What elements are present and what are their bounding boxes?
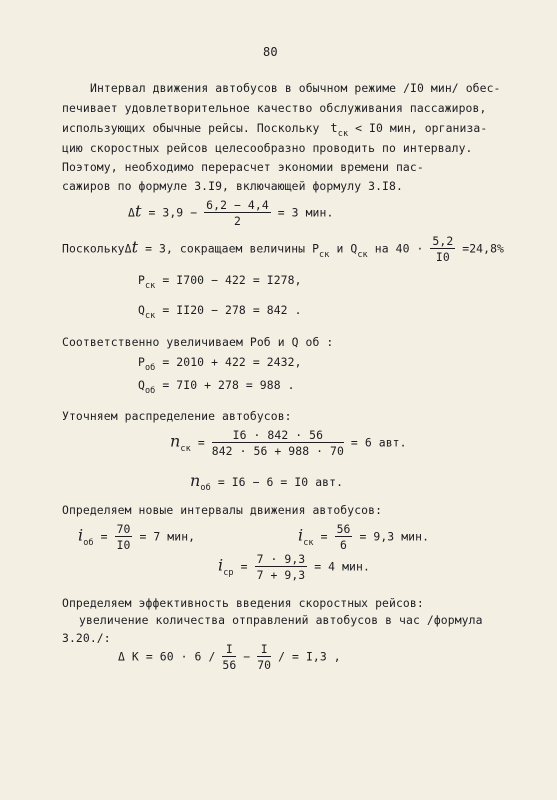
paragraph-line: [62, 120, 487, 139]
paragraph-text: использующих обычные рейсы. Поскольку: [62, 121, 320, 135]
subscript: ск: [144, 311, 156, 321]
symbol: i: [218, 555, 224, 575]
fraction: [222, 642, 236, 672]
equation-text: = 2010 + 422 = 2432,: [162, 355, 302, 369]
equation-i-cp: $i_{ср}$ = $\frac{7 \cdot 9,3}{7 + 9,3}$ = 4 мин.: [218, 552, 370, 582]
fraction: [257, 642, 271, 672]
denominator: 842 · 56 + 988 · 70: [211, 444, 344, 458]
equation-result: / = I,3 ,: [278, 649, 341, 664]
t-symbol: t: [131, 237, 139, 257]
subscript: ск: [144, 281, 156, 291]
paragraph-line: сажиров по формуле 3.I9, включающей формулу 3.I8.: [62, 179, 403, 193]
equation-text: = 3,9 −: [148, 205, 198, 220]
equation-text: Δ К = 60 · 6 /: [118, 649, 216, 664]
denominator: I0: [116, 538, 131, 552]
equation-result: = 9,3 мин.: [359, 529, 430, 544]
subscript: об: [200, 483, 211, 493]
line-refine: Уточняем распределение автобусов:: [62, 409, 292, 423]
subscript: ск: [357, 249, 368, 260]
subscript: ск: [337, 129, 349, 139]
text: на 40 ·: [374, 241, 424, 256]
symbol: P: [138, 355, 145, 369]
denominator: 56: [222, 658, 237, 672]
denominator: 2: [233, 214, 241, 228]
line-increase: Соответственно увеличиваем Роб и Q об :: [62, 335, 334, 349]
paragraph-line: Поэтому, необходимо перерасчет экономии времени пас-: [62, 160, 424, 174]
t-symbol: t: [134, 201, 142, 221]
equation-text: =: [197, 435, 205, 450]
symbol: i: [298, 525, 304, 545]
numerator: 70: [116, 522, 131, 536]
paragraph-line: Интервал движения автобусов в обычном режиме /I0 мин/ обес-: [90, 81, 501, 95]
text: и Q: [336, 241, 358, 256]
denominator: 6: [340, 538, 347, 552]
numerator: 56: [336, 522, 351, 536]
equation-q-ob: [138, 377, 295, 396]
numerator: I6 · 842 · 56: [212, 428, 344, 443]
equation-result: =24,8%: [462, 241, 505, 256]
subscript: ск: [180, 443, 191, 454]
operator: −: [243, 649, 251, 664]
denominator: 7 + 9,3: [256, 568, 306, 582]
text: = 3, сокращаем величины P: [145, 241, 320, 256]
symbol: Q: [138, 303, 145, 317]
paragraph-line: цию скоростных рейсов целесообразно проводить по интервалу.: [62, 141, 473, 155]
equation-result: = 3 мин.: [277, 205, 334, 220]
fraction: [255, 552, 308, 582]
paragraph-line: печивает удовлетворительное качество обслуживания пассажиров,: [62, 101, 487, 115]
equation-delta-t: [128, 198, 333, 228]
symbol: n: [170, 431, 181, 451]
paragraph-text: < I0 мин, организа-: [355, 121, 488, 135]
fraction: [204, 198, 271, 228]
numerator: I: [257, 642, 271, 657]
equation-result: = 6 авт.: [350, 435, 407, 450]
line-intervals: Определяем новые интервалы движения автобусов:: [62, 503, 383, 517]
symbol: Q: [138, 378, 145, 392]
equation-text: = I700 − 422 = I278,: [162, 273, 302, 287]
line-effect: Определяем эффективность введения скоростных рейсов:: [62, 596, 424, 610]
symbol: n: [190, 471, 201, 490]
equation-text: = 7I0 + 278 = 988 .: [162, 378, 295, 392]
fraction: [430, 234, 455, 264]
symbol: i: [78, 525, 84, 545]
equation-n-ob: [190, 472, 343, 493]
subscript: ск: [303, 537, 314, 548]
fraction: [115, 522, 133, 552]
text: Поскольку: [62, 241, 125, 256]
subscript: об: [83, 537, 94, 548]
numerator: 7 · 9,3: [256, 552, 306, 566]
line-since: [62, 234, 504, 264]
equation-q-ck: [138, 302, 302, 321]
equation-text: = II20 − 278 = 842 .: [162, 303, 302, 317]
equation-text: = I6 − 6 = I0 авт.: [217, 475, 344, 489]
denominator: I0: [435, 250, 450, 264]
numerator: 6,2 − 4,4: [206, 198, 269, 212]
subscript: ск: [319, 249, 330, 260]
line-formula-ref: 3.20./:: [62, 631, 111, 645]
denominator: 70: [257, 658, 272, 672]
equation-delta-k: [118, 642, 341, 672]
subscript: об: [144, 386, 156, 396]
equation-i-ck: $i_{ск}$ = $\frac{56}{6}$ = 9,3 мин.: [298, 522, 430, 552]
equation-i-ob: $i_{об}$ = $\frac{70}{I0}$ = 7 мин,: [78, 522, 196, 552]
equation-p-ob: [138, 354, 302, 373]
delta-symbol: Δ: [124, 241, 132, 256]
subscript: ср: [223, 567, 234, 578]
t-symbol: t: [330, 121, 338, 135]
symbol: P: [138, 273, 145, 287]
fraction: [212, 428, 344, 458]
equation-result: = 4 мин.: [314, 559, 370, 574]
fraction: [335, 522, 353, 552]
page-number: 80: [263, 45, 278, 59]
equation-n-ck: [170, 428, 407, 458]
numerator: I: [222, 642, 236, 657]
delta-symbol: Δ: [128, 205, 135, 220]
line-increase-departures: увеличение количества отправлений автобусов в час /формула: [79, 613, 483, 627]
equation-result: = 7 мин,: [139, 529, 196, 544]
numerator: 5,2: [432, 234, 454, 248]
subscript: об: [144, 363, 156, 373]
equation-p-ck: [138, 272, 302, 291]
